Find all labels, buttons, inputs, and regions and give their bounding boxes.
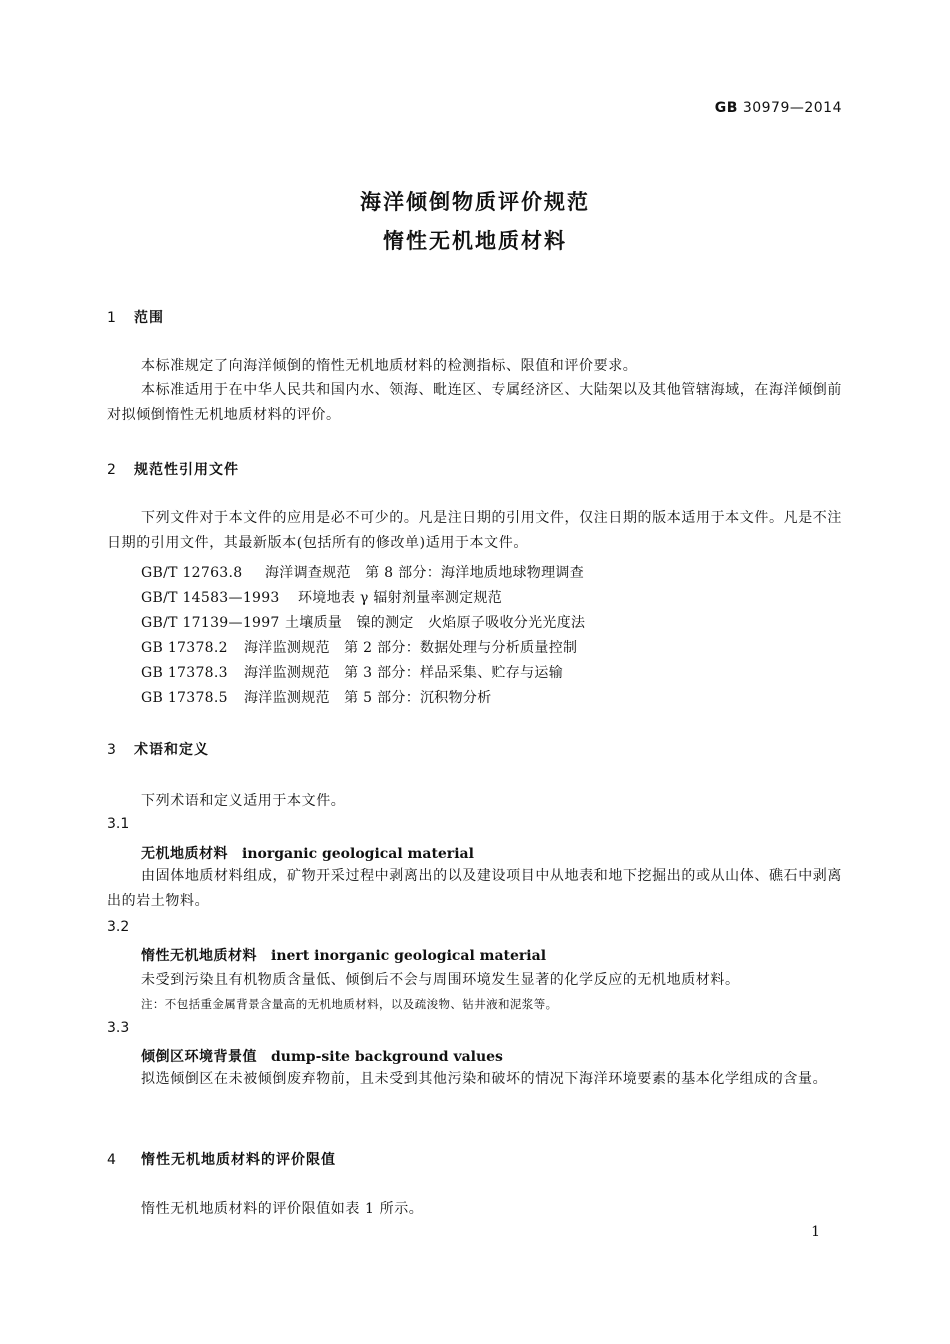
reference-title: 海洋监测规范 第 2 部分：数据处理与分析质量控制 (244, 640, 578, 656)
page-number: 1 (811, 1224, 820, 1240)
term-definition: 由固体地质材料组成，矿物开采过程中剥离出的以及建设项目中从地表和地下挖掘出的或从山体、礁石中剥离出的岩土物料。 (107, 868, 842, 909)
reference-item (141, 662, 563, 682)
document-title-line1: 海洋倾倒物质评价规范 (360, 190, 590, 214)
term-en: inorganic geological material (242, 846, 474, 862)
term-zh: 倾倒区环境背景值 (141, 1049, 257, 1065)
section-title: 惰性无机地质材料的评价限值 (141, 1152, 336, 1168)
section-1-heading (107, 307, 164, 327)
term-en: dump-site background values (271, 1049, 503, 1065)
reference-title: 海洋调查规范 第 8 部分：海洋地质地球物理调查 (265, 565, 585, 581)
section-number: 1 (107, 310, 117, 326)
reference-code: GB 17378.3 (141, 665, 228, 681)
section-title: 规范性引用文件 (134, 462, 239, 478)
standard-prefix: GB (714, 100, 738, 116)
standard-code: 30979—2014 (742, 100, 842, 116)
term-zh: 无机地质材料 (141, 846, 228, 862)
term-heading (141, 843, 474, 863)
reference-title: 土壤质量 镍的测定 火焰原子吸收分光光度法 (285, 615, 586, 631)
reference-title: 海洋监测规范 第 5 部分：沉积物分析 (244, 690, 492, 706)
term-heading (141, 945, 546, 965)
standard-number-header (715, 100, 842, 116)
reference-code: GB/T 17139—1997 (141, 615, 280, 631)
reference-title: 海洋监测规范 第 3 部分：样品采集、贮存与运输 (244, 665, 564, 681)
reference-item (141, 687, 492, 707)
document-title-line2: 惰性无机地质材料 (383, 229, 567, 253)
reference-code: GB/T 12763.8 (141, 565, 243, 581)
section-number: 2 (107, 462, 117, 478)
term-number: 3.1 (107, 816, 130, 832)
section-number: 3 (107, 742, 117, 758)
section-4-heading (107, 1149, 336, 1169)
section-title: 范围 (134, 310, 164, 326)
term-zh: 惰性无机地质材料 (141, 948, 257, 964)
terms-intro: 下列术语和定义适用于本文件。 (141, 793, 346, 809)
term-en: inert inorganic geological material (271, 948, 547, 964)
reference-title: 环境地表 γ 辐射剂量率测定规范 (298, 590, 503, 606)
normative-refs-intro: 下列文件对于本文件的应用是必不可少的。凡是注日期的引用文件，仅注日期的版本适用于本文件。凡是不注日期的引用文件，其最新版本(包括所有的修改单)适用于本文件。 (107, 510, 842, 551)
section-2-heading (107, 459, 239, 479)
term-definition: 未受到污染且有机物质含量低、倾倒后不会与周围环境发生显著的化学反应的无机地质材料。 (141, 972, 740, 988)
limits-intro: 惰性无机地质材料的评价限值如表 1 所示。 (141, 1201, 424, 1217)
section-number: 4 (107, 1152, 117, 1168)
reference-item (141, 562, 584, 582)
reference-item (141, 612, 585, 632)
scope-paragraph-1: 本标准规定了向海洋倾倒的惰性无机地质材料的检测指标、限值和评价要求。 (141, 358, 638, 374)
reference-item (141, 587, 502, 607)
reference-code: GB 17378.2 (141, 640, 228, 656)
reference-code: GB/T 14583—1993 (141, 590, 280, 606)
reference-code: GB 17378.5 (141, 690, 228, 706)
term-number: 3.2 (107, 919, 130, 935)
term-number: 3.3 (107, 1020, 130, 1036)
term-heading (141, 1046, 503, 1066)
term-definition: 拟选倾倒区在未被倾倒废弃物前，且未受到其他污染和破坏的情况下海洋环境要素的基本化学组成的含量。 (141, 1071, 828, 1087)
section-3-heading (107, 739, 209, 759)
term-note: 注：不包括重金属背景含量高的无机地质材料，以及疏浚物、钻井液和泥浆等。 (141, 997, 558, 1011)
section-title: 术语和定义 (134, 742, 209, 758)
reference-item (141, 637, 577, 657)
scope-paragraph-2: 本标准适用于在中华人民共和国内水、领海、毗连区、专属经济区、大陆架以及其他管辖海域，在海洋倾倒前对拟倾倒惰性无机地质材料的评价。 (107, 382, 842, 423)
